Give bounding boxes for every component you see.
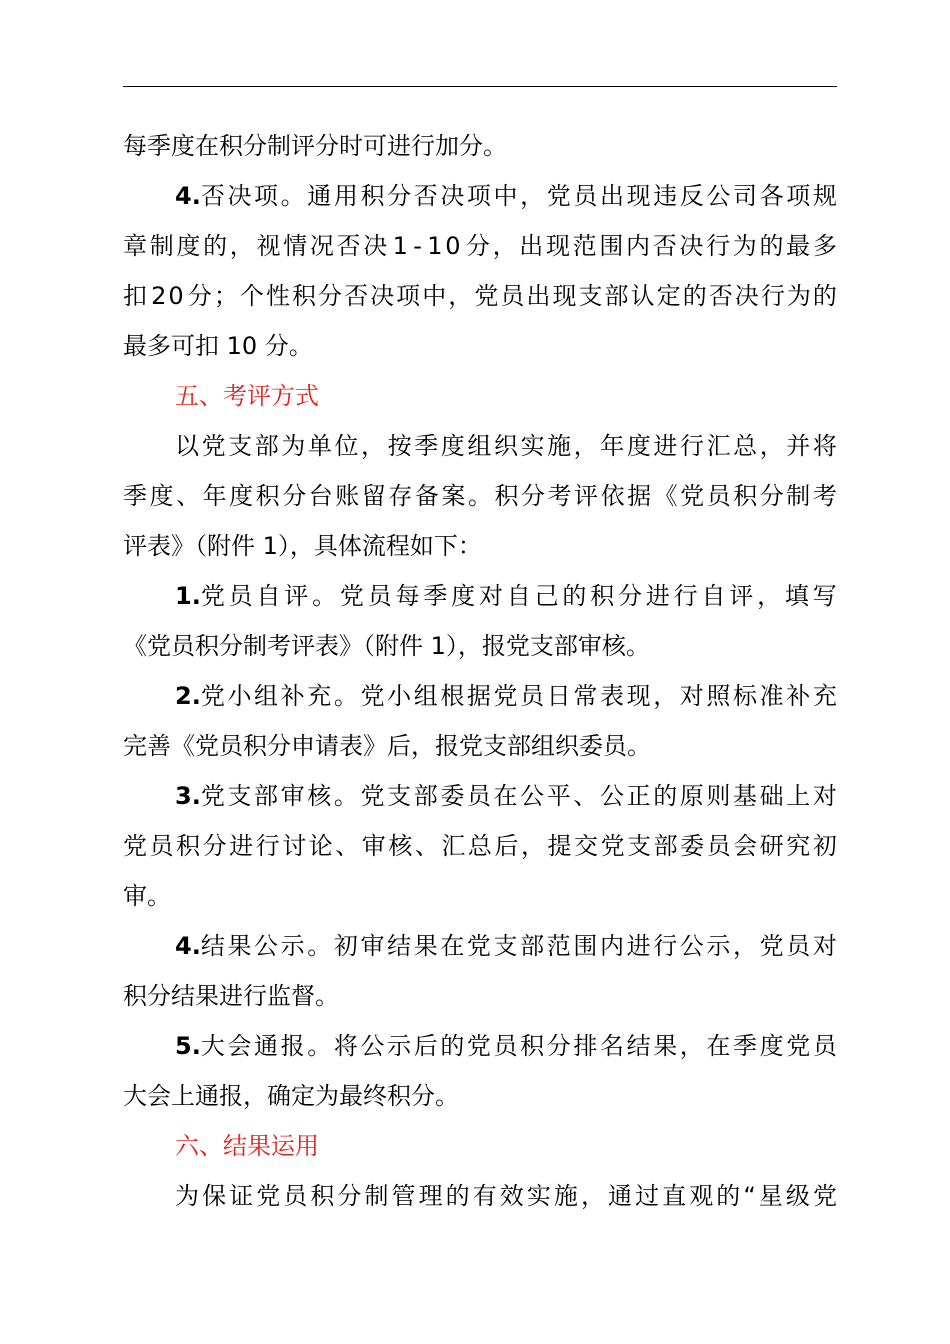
line-text: 季 度 、 年 度 积 分 台 账 留 存 备 案 。 积 分 考 评 依 据 《 党 员 积 分 制 考	[123, 482, 837, 510]
paragraph	[123, 921, 837, 1021]
document-body	[123, 121, 837, 1221]
text-line	[123, 271, 837, 321]
line-text: 扣 2 0 分 ； 个 性 积 分 否 决 项 中 ， 党 员 出 现 支 部 认 定 的 否 决 行 为 的	[123, 282, 837, 310]
paragraph	[123, 571, 837, 671]
item-number: 5.	[175, 1032, 201, 1060]
text-line	[123, 871, 837, 921]
paragraph	[123, 171, 837, 371]
item-number: 3.	[175, 782, 201, 810]
text-line	[123, 171, 837, 221]
item-number: 4.	[175, 182, 201, 210]
text-line	[123, 771, 837, 821]
line-text: 大 会 通 报 。 将 公 示 后 的 党 员 积 分 排 名 结 果 ， 在 季 度 党 员	[200, 1032, 837, 1060]
line-text: 积分结果进行监督。	[123, 982, 339, 1010]
line-text: 审。	[123, 882, 171, 910]
line-text: 党 支 部 审 核 。 党 支 部 委 员 在 公 平 、 公 正 的 原 则 基 础 上 对	[200, 782, 837, 810]
text-line	[123, 521, 837, 571]
item-number: 2.	[175, 682, 201, 710]
line-text: 最多可扣 10 分。	[123, 332, 313, 360]
line-text: 完善《党员积分申请表》后，报党支部组织委员。	[123, 732, 651, 760]
text-line	[123, 671, 837, 721]
line-text: 党 小 组 补 充 。 党 小 组 根 据 党 员 日 常 表 现 ， 对 照 标 准 补 充	[200, 682, 837, 710]
text-line	[123, 221, 837, 271]
text-line	[123, 621, 837, 671]
item-number: 1.	[175, 582, 201, 610]
paragraph	[123, 671, 837, 771]
line-text: 以 党 支 部 为 单 位 ， 按 季 度 组 织 实 施 ， 年 度 进 行 汇 总 ， 并 将	[175, 432, 837, 460]
line-text: 大会上通报，确定为最终积分。	[123, 1082, 459, 1110]
text-line	[123, 721, 837, 771]
text-line	[123, 421, 837, 471]
text-line	[123, 921, 837, 971]
line-text: 党 员 积 分 进 行 讨 论 、 审 核 、 汇 总 后 ， 提 交 党 支 部 委 员 会 研 究 初	[123, 832, 837, 860]
paragraph	[123, 1021, 837, 1121]
text-line	[123, 1171, 837, 1221]
section-heading: 六、结果运用	[175, 1132, 319, 1160]
text-line	[123, 1021, 837, 1071]
line-text: 每季度在积分制评分时可进行加分。	[123, 132, 507, 160]
paragraph	[123, 771, 837, 921]
text-line	[123, 821, 837, 871]
text-line	[123, 971, 837, 1021]
line-text: 评表》（附件 1），具体流程如下：	[123, 532, 482, 560]
text-line	[123, 1071, 837, 1121]
paragraph	[123, 421, 837, 571]
paragraph	[123, 121, 837, 171]
line-text: 结 果 公 示 。 初 审 结 果 在 党 支 部 范 围 内 进 行 公 示 ， 党 员 对	[200, 932, 837, 960]
paragraph	[123, 1171, 837, 1221]
item-number: 4.	[175, 932, 201, 960]
header-rule	[123, 86, 837, 87]
text-line	[123, 121, 837, 171]
line-text: 党 员 自 评 。 党 员 每 季 度 对 自 己 的 积 分 进 行 自 评 ， 填 写	[200, 582, 837, 610]
line-text: 章 制 度 的 ， 视 情 况 否 决 1 - 1 0 分 ， 出 现 范 围 内 否 决 行 为 的 最 多	[123, 232, 837, 260]
text-line	[123, 571, 837, 621]
text-line	[123, 471, 837, 521]
text-line	[123, 321, 837, 371]
line-text: 否 决 项 。 通 用 积 分 否 决 项 中 ， 党 员 出 现 违 反 公 司 各 项 规	[200, 182, 837, 210]
line-text: 《党员积分制考评表》（附件 1），报党支部审核。	[123, 632, 650, 660]
section-heading: 五、考评方式	[175, 382, 319, 410]
line-text: 为 保 证 党 员 积 分 制 管 理 的 有 效 实 施 ， 通 过 直 观 的 “ 星 级 党	[175, 1182, 837, 1210]
